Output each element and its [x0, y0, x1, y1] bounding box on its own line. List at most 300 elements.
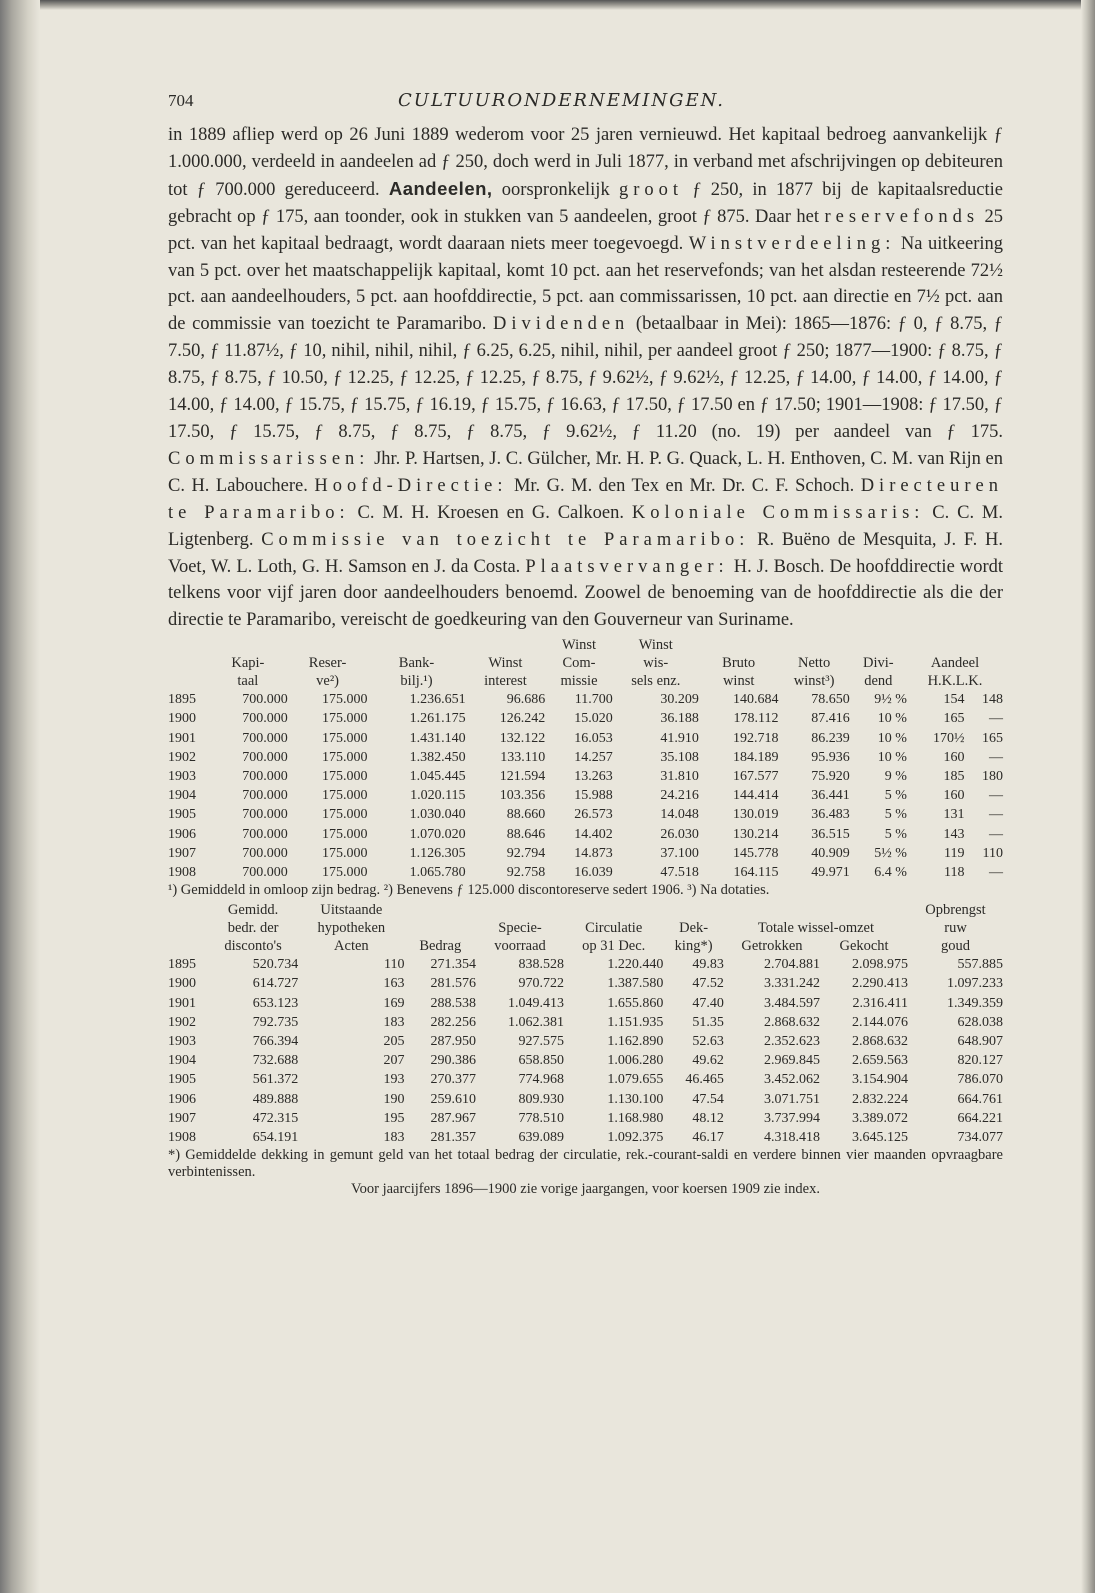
table-cell: 36.515 — [811, 826, 850, 842]
bank-footnote-text: *) Gemiddelde dekking in gemunt geld van het totaal bedrag der circulatie, rek.-courant-saldi en verdere binnen vier maanden opvraagbare verbintenissen. — [168, 1147, 1003, 1181]
body-run: ƒ 250, in 1877 bij de kapitaalsreductie gebracht op ƒ 175, aan toonder, ook in stukken van 5 aandeelen, groot ƒ 875. Daar het — [168, 179, 1003, 227]
table-cell: 2.969.845 — [764, 1053, 821, 1069]
column-header: interest — [484, 673, 527, 690]
table-cell: 167.577 — [733, 769, 779, 785]
table-cell: 175.000 — [321, 807, 368, 823]
table-cell: 1.151.935 — [607, 1014, 664, 1030]
table-cell: 1.062.381 — [508, 1014, 565, 1030]
table-cell: 119 — [944, 845, 965, 861]
spaced-heading: Plaatsvervanger: — [525, 556, 729, 577]
column-header: Circulatie — [585, 920, 643, 937]
table-cell: 148 — [982, 692, 1003, 708]
results-footnote — [168, 882, 1003, 899]
table-row — [168, 767, 1003, 786]
table-cell: 3.484.597 — [764, 995, 821, 1011]
table-cell: 2.144.076 — [852, 1014, 909, 1030]
table-cell: 31.810 — [660, 769, 699, 785]
table-row — [168, 1109, 1003, 1128]
column-header: op 31 Dec. — [582, 938, 646, 955]
table-cell: 133.110 — [500, 749, 546, 765]
table-cell: 87.416 — [811, 711, 850, 727]
table-row — [168, 844, 1003, 863]
column-header: Bedrag — [419, 938, 462, 955]
table-cell: 47.54 — [692, 1091, 724, 1107]
header-row — [168, 901, 1003, 919]
table-cell: 2.659.563 — [852, 1053, 909, 1069]
table-cell: 96.686 — [506, 692, 546, 708]
results-footnote-text: ¹) Gemiddeld in omloop zijn bedrag. ²) Benevens ƒ 125.000 discontoreserve sedert 1906. ³) Na dotaties. — [168, 882, 770, 899]
table-cell: 49.62 — [692, 1053, 724, 1069]
table-cell: 175.000 — [321, 788, 368, 804]
body-paragraph — [168, 122, 1003, 634]
table-cell: 1.006.280 — [607, 1053, 664, 1069]
body-run: in 1889 afliep werd op 26 Juni 1889 wederom voor 25 jaren vernieuwd. Het kapitaal bedroeg aanvankelijk — [168, 125, 994, 145]
table-cell: 1.020.115 — [410, 788, 466, 804]
results-table — [168, 636, 1003, 882]
spaced-heading: reservefonds — [824, 206, 980, 227]
body-run: (betaalbaar in Mei): 1865—1876: ƒ 0, ƒ 8.75, ƒ 7.50, ƒ 11.87½, ƒ 10, nihil, nihil, nihil, ƒ 6.25, 6.25, nihil, nihil, per aandeel groot ƒ 250; 1877—1900: ƒ 8.75, ƒ 8.75, ƒ 8.75, ƒ 10.50, ƒ 12.25, ƒ 12.25, ƒ 12.25, ƒ 8.75, ƒ 9.62½, ƒ 9.62½, ƒ 12.25, ƒ 14.00, ƒ 14.00, ƒ 14.00, ƒ 14.00, ƒ 14.00, ƒ 15.75, ƒ 15.75, ƒ 16.19, ƒ 15.75, ƒ 16.63, ƒ 17.50, ƒ 17.50 en ƒ 17.50; 1901—1908: ƒ 17.50, ƒ 17.50, ƒ 15.75, ƒ 8.75, ƒ 8.75, ƒ 8.75, ƒ 9.62½, ƒ 11.20 (no. 19) per aandeel van ƒ 175. — [168, 314, 1003, 442]
table-cell: 11.700 — [574, 692, 613, 708]
table-cell: 165 — [943, 711, 965, 727]
table-cell: 183 — [383, 1130, 405, 1146]
column-header: Gemidd. — [227, 902, 279, 919]
column-header — [208, 636, 288, 654]
table-cell: 3.154.904 — [852, 1072, 909, 1088]
column-header — [405, 901, 477, 919]
table-cell: 163 — [383, 976, 405, 992]
spaced-heading: Dividenden — [492, 314, 630, 335]
table-cell: 175.000 — [321, 730, 368, 746]
column-header: H.K.L.K. — [927, 673, 983, 690]
header-row — [168, 937, 1003, 955]
table-cell: 2.868.632 — [852, 1034, 909, 1050]
spaced-heading: Winstverdeeling: — [688, 233, 896, 254]
table-cell: 165 — [982, 730, 1003, 746]
table-cell: 290.386 — [430, 1053, 477, 1069]
table-cell: 792.735 — [252, 1014, 299, 1030]
table-cell: 1.431.140 — [409, 730, 466, 746]
table-cell: 130.019 — [733, 807, 779, 823]
year-cell: 1903 — [168, 769, 196, 785]
table-cell: 190 — [383, 1091, 405, 1107]
bank-table — [168, 901, 1003, 1147]
table-cell: 732.688 — [252, 1053, 299, 1069]
table-cell: 175.000 — [321, 769, 368, 785]
body-run: C. C. M. Ligtenberg. — [168, 502, 1004, 550]
year-cell: 1907 — [168, 1110, 196, 1126]
table-cell: 14.048 — [660, 807, 699, 823]
table-cell: 970.722 — [518, 976, 565, 992]
table-cell: 2.832.224 — [852, 1091, 909, 1107]
column-header: winst³) — [793, 673, 835, 690]
table-cell: 700.000 — [242, 769, 288, 785]
column-header: Bruto — [722, 655, 756, 672]
table-cell: 47.518 — [660, 865, 699, 881]
table-cell: 259.610 — [430, 1091, 477, 1107]
table-cell: 3.071.751 — [764, 1091, 821, 1107]
column-header: ruw — [944, 920, 967, 937]
table-cell: 132.122 — [499, 730, 546, 746]
table-row — [168, 994, 1003, 1013]
column-header: Getrokken — [741, 938, 803, 955]
body-run: H. J. Bosch. De hoofddirectie wordt telkens voor vijf jaren door aandeelhouders benoemd. Zoowel de benoeming van de hoofddirectie als die der directie te Paramaribo, vereischt de goedkeuring van den Gouverneur van Suriname. — [168, 556, 1003, 631]
column-header: hypotheken — [317, 920, 386, 937]
table-cell: 145.778 — [733, 845, 779, 861]
table-cell: 1.092.375 — [607, 1130, 664, 1146]
table-cell: 180 — [982, 769, 1003, 785]
table-cell: 49.971 — [811, 865, 850, 881]
column-header: Dek- — [679, 920, 709, 937]
table-cell: 700.000 — [242, 807, 288, 823]
table-cell: 49.83 — [692, 957, 724, 973]
table-cell: 30.209 — [660, 692, 699, 708]
body-run: 25 pct. van het kapitaal bedraagt, wordt daaraan niets meer toegevoegd. — [168, 206, 1003, 254]
table-cell: 178.112 — [733, 711, 779, 727]
table-cell: 700.000 — [242, 865, 288, 881]
table-cell: 160 — [943, 749, 965, 765]
table-cell: 2.098.975 — [852, 957, 909, 973]
year-cell: 1908 — [168, 865, 196, 881]
table-cell: 1.236.651 — [409, 692, 466, 708]
table-cell: 786.070 — [957, 1072, 1003, 1088]
year-cell: 1903 — [168, 1034, 196, 1050]
table-cell: 175.000 — [321, 845, 368, 861]
table-cell: — — [989, 807, 1003, 823]
column-header: winst — [722, 673, 755, 690]
column-header — [168, 672, 208, 690]
table-cell: — — [989, 711, 1003, 727]
body-run: Mr. G. M. den Tex en Mr. Dr. C. F. Schoch. — [507, 475, 861, 496]
table-cell: 48.12 — [692, 1110, 724, 1126]
running-head — [168, 90, 1003, 122]
column-header — [405, 919, 477, 937]
table-cell: 1.065.780 — [409, 865, 466, 881]
column-header — [779, 636, 850, 654]
table-cell: 130.214 — [733, 826, 779, 842]
scan-right-edge — [1081, 0, 1095, 1593]
column-header — [907, 636, 1003, 654]
column-header: Netto — [798, 655, 831, 672]
table-cell: 472.315 — [252, 1110, 299, 1126]
table-cell: 118 — [944, 865, 965, 881]
table-cell: 5 % — [884, 807, 907, 823]
table-cell: 15.988 — [574, 788, 613, 804]
body-run: R. Buëno de Mesquita, J. F. H. Voet, W. L. Loth, G. H. Samson en J. da Costa. — [168, 529, 1003, 577]
table-cell: 5 % — [884, 826, 907, 842]
table-cell: 664.221 — [957, 1110, 1003, 1126]
table-cell: 41.910 — [660, 730, 699, 746]
bold-heading: Aandeelen, — [388, 177, 493, 199]
table-cell: 36.483 — [811, 807, 850, 823]
table-cell: 140.684 — [733, 692, 779, 708]
table-cell: 175.000 — [321, 826, 368, 842]
table-cell: 700.000 — [242, 845, 288, 861]
column-header: Com- — [562, 655, 596, 672]
body-run: oorspronkelijk — [492, 179, 619, 200]
table-row — [168, 1070, 1003, 1089]
table-cell: 1.655.860 — [607, 995, 664, 1011]
column-header — [663, 901, 724, 919]
table-row — [168, 805, 1003, 824]
bank-footnote — [168, 1147, 1003, 1198]
table-row — [168, 1090, 1003, 1109]
table-cell: 169 — [383, 995, 405, 1011]
table-cell: 3.645.125 — [852, 1130, 909, 1146]
table-row — [168, 1032, 1003, 1051]
table-cell: 1.070.020 — [409, 826, 466, 842]
spaced-heading: Hoofd-Directie: — [314, 475, 508, 496]
table-cell: 838.528 — [518, 957, 565, 973]
table-cell: 10 % — [877, 749, 907, 765]
table-cell: 1.220.440 — [607, 957, 664, 973]
table-row — [168, 955, 1003, 974]
table-cell: 9 % — [884, 769, 907, 785]
table-cell: 820.127 — [957, 1053, 1003, 1069]
table-cell: — — [989, 865, 1003, 881]
table-cell: 160 — [943, 788, 965, 804]
table-cell: 1.387.580 — [607, 976, 664, 992]
table-cell: 47.52 — [692, 976, 724, 992]
table-cell: 6.4 % — [874, 865, 907, 881]
table-cell: 24.216 — [660, 788, 699, 804]
column-header: Uitstaande — [320, 902, 383, 919]
column-header — [699, 636, 779, 654]
table-cell: 700.000 — [242, 788, 288, 804]
table-cell: 184.189 — [733, 749, 779, 765]
year-cell: 1900 — [168, 976, 196, 992]
table-cell: 1.079.655 — [607, 1072, 664, 1088]
table-cell: 46.465 — [685, 1072, 724, 1088]
year-cell: 1905 — [168, 1072, 196, 1088]
table-cell: 1.261.175 — [409, 711, 466, 727]
table-cell: 288.538 — [430, 995, 477, 1011]
column-header: sels enz. — [631, 673, 681, 690]
table-cell: 520.734 — [252, 957, 299, 973]
column-header: Kapi- — [231, 655, 265, 672]
table-cell: 78.650 — [811, 692, 850, 708]
results-table-header — [168, 636, 1003, 690]
table-cell: 2.352.623 — [764, 1034, 821, 1050]
table-cell: 2.868.632 — [764, 1014, 821, 1030]
table-cell: 700.000 — [242, 692, 288, 708]
table-cell: 653.123 — [252, 995, 299, 1011]
table-cell: 700.000 — [242, 711, 288, 727]
table-cell: — — [989, 749, 1003, 765]
year-cell: 1908 — [168, 1130, 196, 1146]
column-header: ve²) — [316, 673, 340, 690]
table-cell: 131 — [943, 807, 965, 823]
year-cell: 1904 — [168, 788, 196, 804]
table-cell: 628.038 — [957, 1014, 1003, 1030]
table-cell: 658.850 — [518, 1053, 565, 1069]
header-row — [168, 672, 1003, 690]
table-cell: 809.930 — [518, 1091, 565, 1107]
table-cell: 281.576 — [430, 976, 477, 992]
column-header — [168, 919, 208, 937]
table-cell: 144.414 — [733, 788, 779, 804]
column-header — [820, 901, 908, 919]
spaced-heading: Commissarissen: — [168, 448, 370, 469]
year-cell: 1904 — [168, 1053, 196, 1069]
table-cell: 40.909 — [811, 845, 850, 861]
column-header: Divi- — [863, 655, 894, 672]
year-cell: 1906 — [168, 826, 196, 842]
column-header: king*) — [674, 938, 713, 955]
running-title: CULTUURONDERNEMINGEN. — [398, 90, 725, 111]
table-cell: 282.256 — [430, 1014, 477, 1030]
column-header — [288, 636, 368, 654]
table-cell: 557.885 — [957, 957, 1003, 973]
page-number: 704 — [168, 91, 194, 110]
table-cell: 13.263 — [574, 769, 613, 785]
table-cell: 4.318.418 — [764, 1130, 821, 1146]
table-cell: 35.108 — [660, 749, 699, 765]
column-header: Winst — [638, 637, 673, 654]
table-cell: 1.168.980 — [607, 1110, 664, 1126]
table-cell: 37.100 — [660, 845, 699, 861]
column-header — [367, 636, 465, 654]
table-row — [168, 1013, 1003, 1032]
column-header: goud — [941, 938, 971, 955]
table-cell: 271.354 — [430, 957, 477, 973]
table-row — [168, 786, 1003, 805]
table-cell: 700.000 — [242, 749, 288, 765]
column-header: dend — [864, 673, 893, 690]
spaced-heading: Directeuren te Paramaribo: — [168, 475, 1003, 523]
table-cell: 88.660 — [506, 807, 546, 823]
table-cell: 26.573 — [574, 807, 613, 823]
table-cell: 95.936 — [811, 749, 850, 765]
header-row — [168, 636, 1003, 654]
table-row — [168, 709, 1003, 728]
column-header: Totale wissel-omzet — [757, 920, 875, 937]
table-cell: 103.356 — [499, 788, 546, 804]
table-cell: 175.000 — [321, 692, 368, 708]
table-cell: 192.718 — [733, 730, 779, 746]
body-run: C. M. H. Kroesen en G. Calkoen. — [349, 502, 632, 523]
table-cell: 3.737.994 — [764, 1110, 821, 1126]
table-cell: 36.441 — [811, 788, 850, 804]
column-header — [466, 636, 546, 654]
column-header: Bank- — [398, 655, 435, 672]
table-cell: 26.030 — [660, 826, 699, 842]
table-cell: 5 % — [884, 788, 907, 804]
table-cell: 92.794 — [506, 845, 546, 861]
table-cell: 207 — [383, 1053, 405, 1069]
column-header — [168, 937, 208, 955]
table-row — [168, 974, 1003, 993]
header-row — [168, 919, 1003, 937]
table-row — [168, 825, 1003, 844]
table-cell: 14.402 — [574, 826, 613, 842]
table-cell: 700.000 — [242, 730, 288, 746]
table-cell: 15.020 — [574, 711, 613, 727]
table-cell: 614.727 — [252, 976, 299, 992]
table-cell: 1.049.413 — [508, 995, 565, 1011]
table-cell: 9½ % — [874, 692, 907, 708]
year-cell: 1895 — [168, 692, 196, 708]
table-cell: 561.372 — [252, 1072, 299, 1088]
column-header: Gekocht — [839, 938, 889, 955]
column-header — [564, 901, 663, 919]
table-cell: 766.394 — [252, 1034, 299, 1050]
column-header: Acten — [334, 938, 369, 955]
table-cell: 75.920 — [811, 769, 850, 785]
table-cell: 1.382.450 — [409, 749, 466, 765]
table-cell: 700.000 — [242, 826, 288, 842]
year-cell: 1902 — [168, 1014, 196, 1030]
scan-top-edge — [0, 0, 1095, 10]
table-cell: 16.053 — [574, 730, 613, 746]
column-header: Winst — [561, 637, 597, 654]
column-header — [850, 636, 907, 654]
column-header: disconto's — [224, 938, 282, 955]
bank-table-header — [168, 901, 1003, 955]
table-cell: 88.646 — [506, 826, 546, 842]
year-cell: 1900 — [168, 711, 196, 727]
table-cell: 10 % — [877, 711, 907, 727]
table-cell: 1.045.445 — [409, 769, 466, 785]
table-cell: 2.316.411 — [852, 995, 909, 1011]
table-cell: 16.039 — [574, 865, 613, 881]
column-header: Specie- — [498, 920, 542, 937]
results-table-body — [168, 690, 1003, 882]
table-cell: 47.40 — [692, 995, 724, 1011]
column-header — [168, 654, 208, 672]
table-cell: 3.331.242 — [764, 976, 821, 992]
table-row — [168, 748, 1003, 767]
bank-table-body — [168, 955, 1003, 1147]
table-cell: 3.389.072 — [852, 1110, 909, 1126]
table-cell: 183 — [383, 1014, 405, 1030]
table-cell: 92.758 — [506, 865, 546, 881]
table-cell: 36.188 — [660, 711, 699, 727]
body-run: Jhr. P. Hartsen, J. C. Gülcher, Mr. H. P. G. Quack, L. H. Enthoven, C. M. van Rijn en C. H. Labouchere. — [168, 448, 1003, 496]
table-row — [168, 690, 1003, 709]
table-cell: 1.130.100 — [607, 1091, 664, 1107]
body-run: ƒ 1.000.000, verdeeld in aandeelen ad ƒ 250, doch werd in Juli 1877, in verband met afschrijvingen op debiteuren tot ƒ 700.000 gereduceerd. — [168, 125, 1003, 200]
table-cell: 639.089 — [518, 1130, 565, 1146]
column-header: missie — [560, 673, 598, 690]
table-cell: 52.63 — [692, 1034, 724, 1050]
table-cell: 654.191 — [252, 1130, 299, 1146]
table-row — [168, 729, 1003, 748]
year-cell: 1907 — [168, 845, 196, 861]
table-cell: 14.257 — [574, 749, 613, 765]
table-cell: 164.115 — [733, 865, 779, 881]
table-cell: 51.35 — [692, 1014, 724, 1030]
body-run: Na uitkeering van 5 pct. over het maatschappelijk kapitaal, komt 10 pct. aan het reservefonds; van het alsdan resteerende 72½ pct. aan aandeelhouders, 5 pct. aan hoofddirectie, 5 pct. aan commissarissen, 10 pct. aan directie en 7½ pct. aan de commissie van toezicht te Paramaribo. — [168, 233, 1003, 335]
table-cell: 175.000 — [321, 749, 368, 765]
page — [168, 90, 1003, 1198]
table-cell: 10 % — [877, 730, 907, 746]
year-cell: 1905 — [168, 807, 196, 823]
closing-note: Voor jaarcijfers 1896—1900 zie vorige jaargangen, voor koersen 1909 zie index. — [351, 1181, 820, 1198]
table-cell: 778.510 — [518, 1110, 565, 1126]
table-cell: 126.242 — [499, 711, 546, 727]
column-header: bilj.¹) — [400, 673, 433, 690]
table-cell: 287.967 — [430, 1110, 477, 1126]
table-cell: 175.000 — [321, 711, 368, 727]
body-text — [168, 122, 1003, 634]
year-cell: 1901 — [168, 995, 196, 1011]
table-cell: 14.873 — [574, 845, 613, 861]
column-header — [168, 636, 208, 654]
table-cell: — — [989, 826, 1003, 842]
table-cell: 1.162.890 — [607, 1034, 664, 1050]
column-header: Aandeel — [930, 655, 980, 672]
table-cell: 175.000 — [321, 865, 368, 881]
